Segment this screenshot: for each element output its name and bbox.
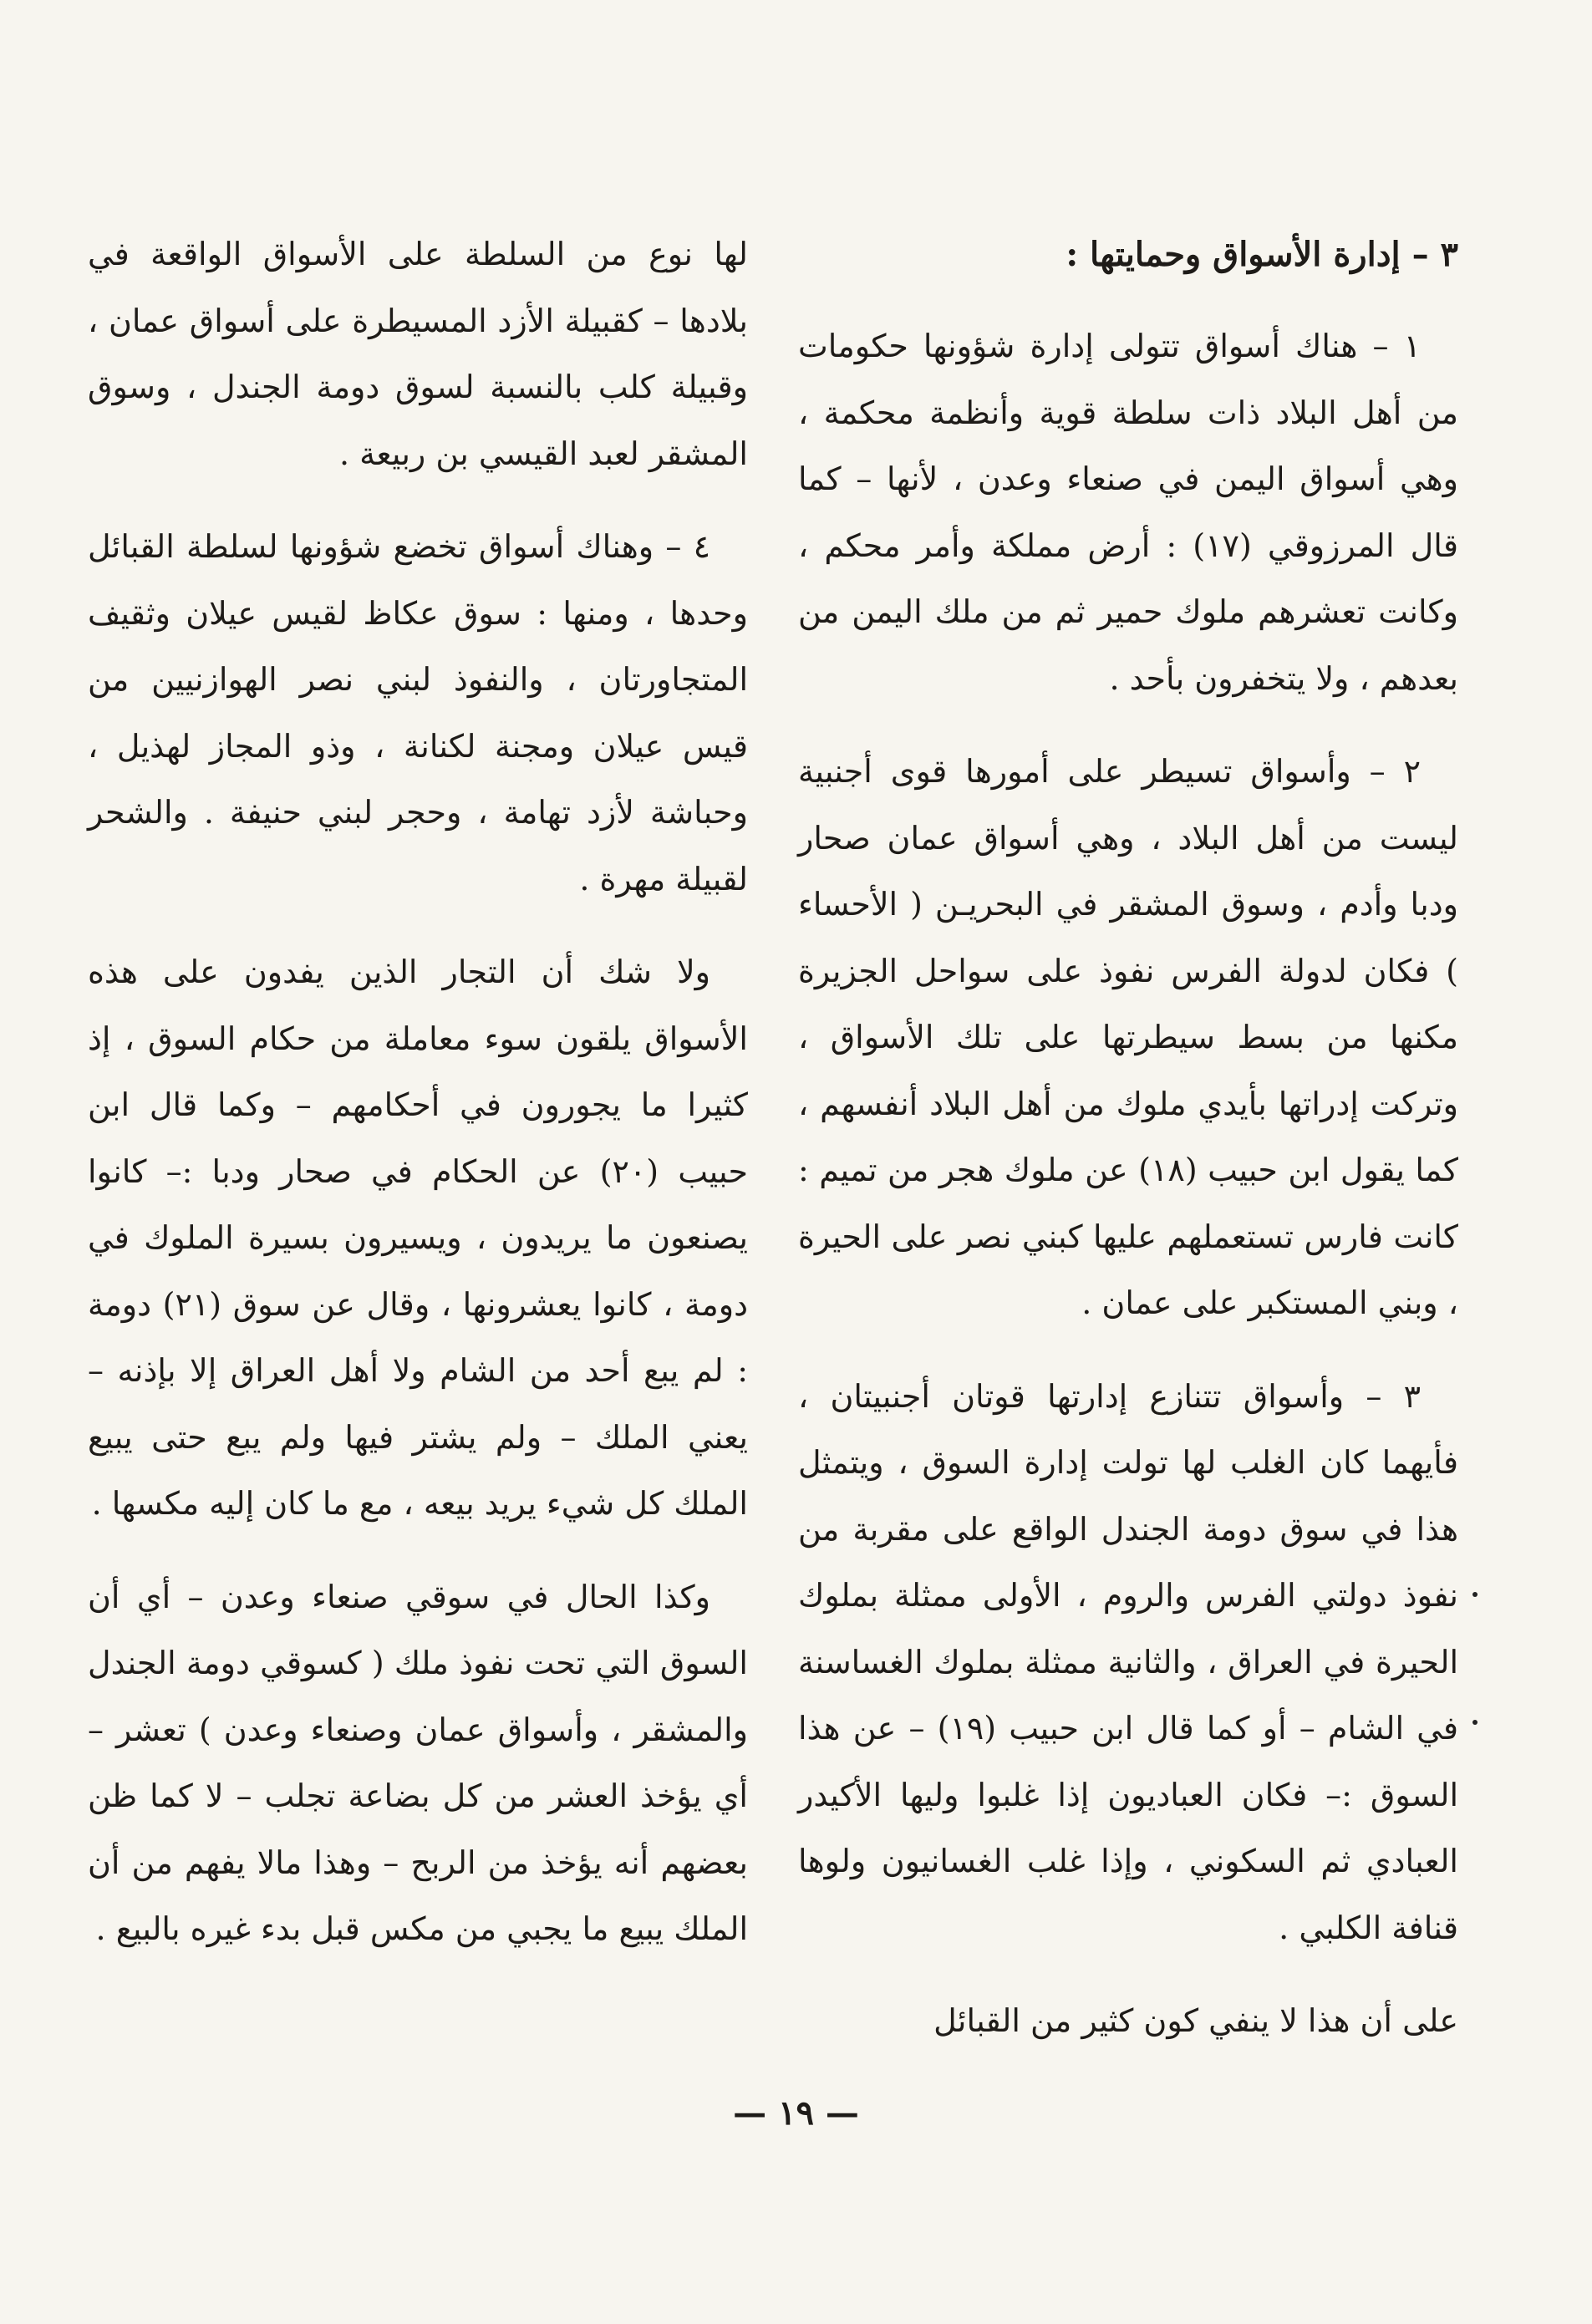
right-column [798,221,1458,2082]
paragraph-6: ولا شك أن التجار الذين يفدون على هذه الأسواق يلقون سوء معاملة من حكام السوق ، إذ كثيرا ما يجورون في أحكامهم – وكما قال ابن حبيب (٢٠) عن الحكام في صحار ودبا :– كانوا يصنعون ما يريدون ، ويسيرون بسيرة الملوك في دومة ، كانوا يعشرونها ، وقال عن سوق (٢١) دومة : لم يبع أحد من الشام ولا أهل العراق إلا بإذنه – يعني الملك – ولم يشتر فيها ولم يبع حتى يبيع الملك كل شيء يريد بيعه ، مع ما كان إليه مكسها . [88,954,748,1522]
paragraph-1: ١ – هناك أسواق تتولى إدارة شؤونها حكومات من أهل البلاد ذات سلطة قوية وأنظمة محكمة ، وهي أسواق اليمن في صنعاء وعدن ، لأنها – كما قال المرزوقي (١٧) : أرض مملكة وأمر محكم ، وكانت تعشرهم ملوك حمير ثم من ملك اليمن من بعدهم ، ولا يتخفرون بأحد . [798,328,1458,697]
paragraph-4-start: على أن هذا لا ينفي كون كثير من القبائل [933,2002,1458,2039]
page-number: — ١٩ — [733,2093,859,2133]
margin-dot [1472,1592,1478,1597]
margin-dot [1472,1720,1478,1725]
section-heading: ٣ – إدارة الأسواق وحمايتها : [1066,235,1458,274]
paragraph-4-continued: لها نوع من السلطة على الأسواق الواقعة في بلادها – كقبيلة الأزد المسيطرة على أسواق عمان ، وقبيلة كلب بالنسبة لسوق دومة الجندل ، وسوق المشقر لعبد القيسي بن ربيعة . [88,236,748,472]
paragraph-3: ٣ – وأسواق تتنازع إدارتها قوتان أجنبيتان ، فأيهما كان الغلب لها تولت إدارة السوق ، ويتمثل هذا في سوق دومة الجندل الواقع على مقربة من نفوذ دولتي الفرس والروم ، الأولى ممثلة بملوك الحيرة في العراق ، والثانية ممثلة بملوك الغساسنة في الشام – أو كما قال ابن حبيب (١٩) – عن هذا السوق :– فكان العباديون إذا غلبوا وليها الأكيدر العبادي ثم السكوني ، وإذا غلب الغسانيون ولوها قنافة الكلبي . [798,1377,1458,1946]
left-column [88,221,748,1990]
paragraph-5: ٤ – وهناك أسواق تخضع شؤونها لسلطة القبائل وحدها ، ومنها : سوق عكاظ لقيس عيلان وثقيف المتجاورتان ، والنفوذ لبني نصر الهوازنيين من قيس عيلان ومجنة لكنانة ، وذو المجاز لهذيل ، وحباشة لأزد تهامة ، وحجر لبني حنيفة . والشحر لقبيلة مهرة . [88,528,748,898]
paragraph-2: ٢ – وأسواق تسيطر على أمورها قوى أجنبية ليست من أهل البلاد ، وهي أسواق عمان صحار ودبا وأدم ، وسوق المشقر في البحريـن ( الأحساء ) فكان لدولة الفرس نفوذ على سواحل الجزيرة مكنها من بسط سيطرتها على تلك الأسواق ، وتركت إدراتها بأيدي ملوك من أهل البلاد أنفسهم ، كما يقول ابن حبيب (١٨) عن ملوك هجر من تميم : كانت فارس تستعملهم عليها كبني نصر على الحيرة ، وبني المستكبر على عمان . [798,753,1458,1321]
paragraph-7: وكذا الحال في سوقي صنعاء وعدن – أي أن السوق التي تحت نفوذ ملك ( كسوقي دومة الجندل والمشقر ، وأسواق عمان وصنعاء وعدن ) تعشر – أي يؤخذ العشر من كل بضاعة تجلب – لا كما ظن بعضهم أنه يؤخذ من الربح – وهذا مالا يفهم من أن الملك يبيع ما يجبي من مكس قبل بدء غيره بالبيع . [88,1578,748,1947]
